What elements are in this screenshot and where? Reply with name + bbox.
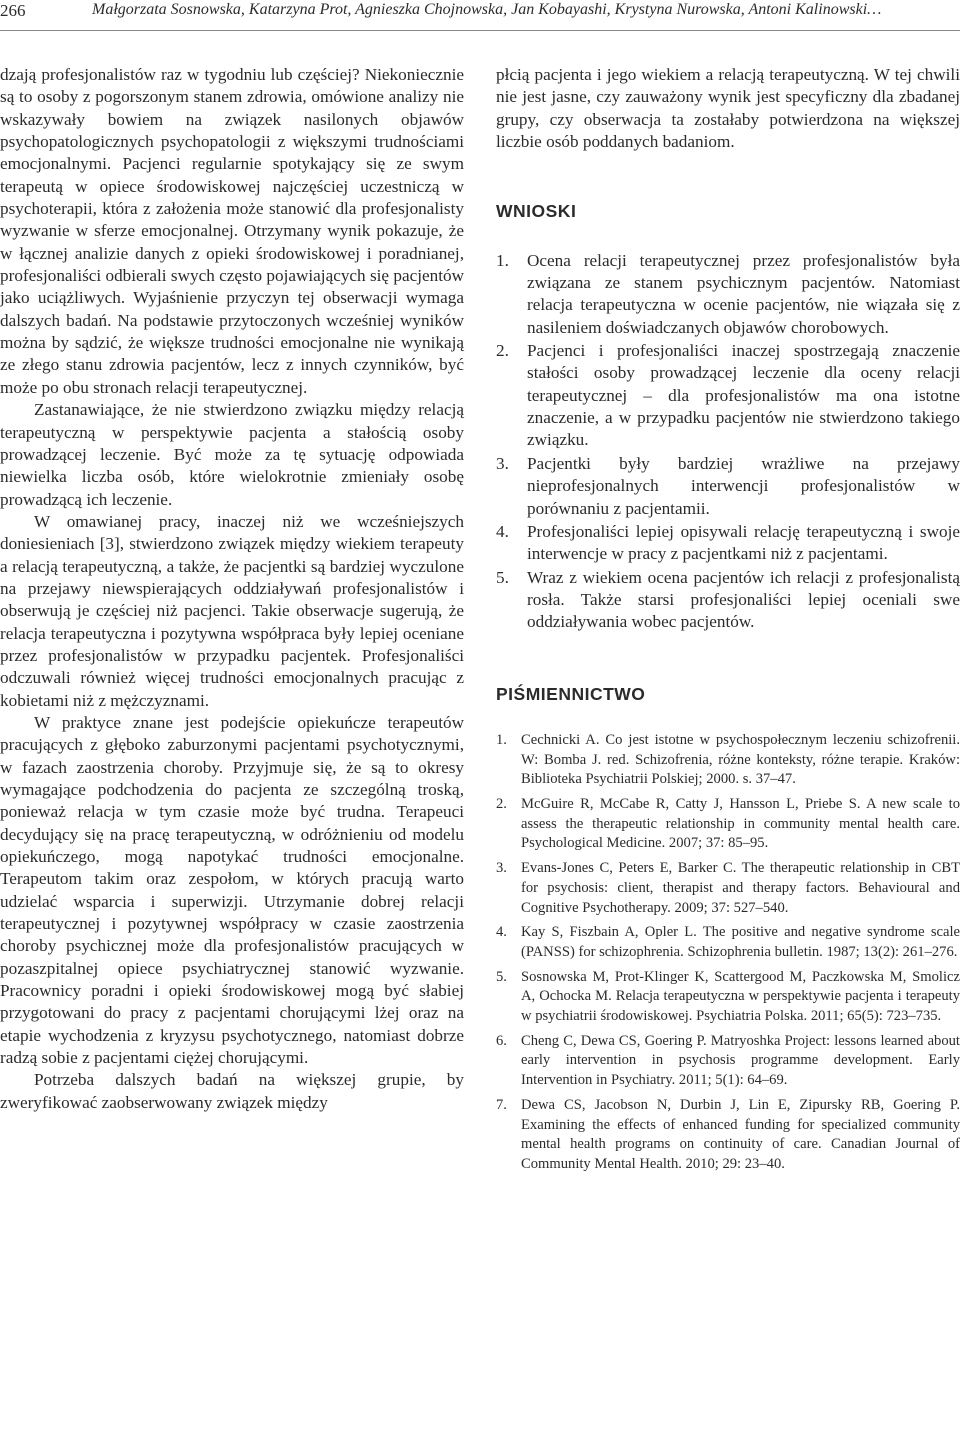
conclusion-number: 3. xyxy=(496,453,509,473)
references-list xyxy=(496,731,960,1175)
right-column xyxy=(496,64,960,1180)
conclusion-number: 5. xyxy=(496,567,509,587)
body-paragraph: W omawianej pracy, inaczej niż we wcześniejszych doniesieniach [3], stwierdzono związek między wiekiem terapeuty a relacją terapeutyczną, a także, że pacjentki są bardziej wyczulone na przejawy niewspierających oddziaływań profesjonalistów i obserwują je częściej niż pacjenci. Takie obserwacje sugerują, że relacja terapeutyczna i pozytywna współpraca były lepiej oceniane przez profesjonalistów w przypadku pacjentek. Profesjonaliści odczuwali również więcej trudności emocjonalnych pracując z kobietami niż z mężczyznami. xyxy=(0,511,464,710)
conclusion-number: 4. xyxy=(496,521,509,541)
reference-text: Evans-Jones C, Peters E, Barker C. The therapeutic relationship in CBT for psychosis: client, therapist and therapy factors. Behavioural and Cognitive Psychotherapy. 2009; 37: 527–540. xyxy=(521,860,960,916)
conclusions-heading: WNIOSKI xyxy=(496,201,577,222)
reference-text: Dewa CS, Jacobson N, Durbin J, Lin E, Zipursky RB, Goering P. Examining the effects of enhanced funding for specialized community mental health programs on continuity of care. Canadian Journal of Community Mental Health. 2010; 29: 23–40. xyxy=(521,1096,960,1172)
body-paragraph: Zastanawiające, że nie stwierdzono związku między relacją terapeutyczną w perspektywie pacjenta a stałością osoby prowadzącej leczenie. Być może za tę sytuację odpowiada niewielka liczba osób, które wielokrotnie zmieniały osobę prowadzącą ich leczenie. xyxy=(0,400,464,509)
reference-number: 2. xyxy=(496,796,507,813)
running-authors: Małgorzata Sosnowska, Katarzyna Prot, Agnieszka Chojnowska, Jan Kobayashi, Krystyna Nurowska, Antoni Kalinowski… xyxy=(92,1,882,18)
conclusion-text: Ocena relacji terapeutycznej przez profesjonalistów była związana ze stanem psychicznym pacjentów. Natomiast relacja terapeutyczna w ocenie pacjentów, nie wiązała się z nasileniem doświadczanych objawów chorobowych. xyxy=(527,250,960,337)
body-paragraph: Potrzeba dalszych badań na większej grupie, by zweryfikować zaobserwowany związek między xyxy=(0,1070,464,1112)
reference-text: Kay S, Fiszbain A, Opler L. The positive and negative syndrome scale (PANSS) for schizophrenia. Schizophrenia bulletin. 1987; 13(2): 261–276. xyxy=(521,924,960,960)
body-paragraph: dzają profesjonalistów raz w tygodniu lub częściej? Niekoniecznie są to osoby z pogorszonym stanem zdrowia, omówione analizy nie wskazywały bowiem na związek nasilonych objawów psychopatologicznych psychopatologii z większymi trudnościami emocjonalnymi. Pacjenci regularnie spotykający się ze swym terapeutą w opiece środowiskowej najczęściej uczestniczą w psychoterapii, która z założenia może stanowić dla profesjonalisty wyzwanie w sferze emocjonalnej. Otrzymany wynik pokazuje, że w łącznej analizie danych z opieki środowiskowej i poradnianej, profesjonaliści odbierali swych często pojawiających się pacjentów jako uciążliwych. Wyjaśnienie przyczyn tej obserwacji wymaga dalszych badań. Na podstawie przytoczonych wcześniej wyników można by sądzić, że większe trudności emocjonalne nie wynikają ze złego stanu zdrowia pacjentów, lecz z innych czynników, być może po obu stronach relacji terapeutycznej. xyxy=(0,65,464,397)
reference-number: 5. xyxy=(496,968,507,985)
conclusion-text: Pacjentki były bardziej wrażliwe na przejawy nieprofesjonalnych interwencji profesjonalistów w porównaniu z pacjentamii. xyxy=(527,453,960,518)
conclusion-item xyxy=(496,567,960,634)
conclusions-list xyxy=(496,250,960,634)
reference-item xyxy=(496,968,960,1027)
reference-item xyxy=(496,731,960,790)
reference-number: 4. xyxy=(496,924,507,941)
conclusion-number: 2. xyxy=(496,341,509,361)
reference-number: 6. xyxy=(496,1032,507,1049)
page-number: 266 xyxy=(0,1,26,20)
body-paragraph-continuation: płcią pacjenta i jego wiekiem a relacją terapeutyczną. W tej chwili nie jest jasne, czy zauważony wynik jest specyficzny dla zbadanej grupy, czy obserwacja ta zostałaby potwierdzona na większej liczbie osób poddanych badaniom. xyxy=(496,65,960,152)
reference-item xyxy=(496,923,960,962)
reference-number: 1. xyxy=(496,731,507,748)
conclusion-item xyxy=(496,521,960,566)
conclusion-text: Profesjonaliści lepiej opisywali relację terapeutyczną i swoje interwencje w pracy z pacjentkami niż z pacjentami. xyxy=(527,521,960,564)
reference-item xyxy=(496,859,960,918)
conclusion-item xyxy=(496,250,960,339)
reference-text: McGuire R, McCabe R, Catty J, Hansson L, Priebe S. A new scale to assess the therapeutic relationship in community mental health care. Psychological Medicine. 2007; 37: 85–95. xyxy=(521,796,960,852)
conclusion-item xyxy=(496,340,960,452)
reference-item xyxy=(496,795,960,854)
reference-item xyxy=(496,1096,960,1175)
reference-number: 3. xyxy=(496,860,507,877)
conclusion-number: 1. xyxy=(496,250,509,270)
references-heading: PIŚMIENNICTWO xyxy=(496,683,646,704)
conclusion-text: Wraz z wiekiem ocena pacjentów ich relacji z profesjonalistą rosła. Także starsi profesjonaliści lepiej oceniali swe oddziaływania wobec pacjentów. xyxy=(527,567,960,632)
conclusion-item xyxy=(496,453,960,520)
body-paragraph: W praktyce znane jest podejście opiekuńcze terapeutów pracujących z głęboko zaburzonymi pacjentami psychotycznymi, w fazach zaostrzenia choroby. Przyjmuje się, że są to okresy wymagające podchodzenia do pacjenta ze szczególną troską, ponieważ relacja w tym czasie może być trudna. Terapeuci decydujący się na pracę terapeutyczną, w odróżnieniu od modelu opiekuńczego, mogą napotykać trudności emocjonalne. Terapeutom takim oraz zespołom, w których pracują warto udzielać wsparcia i superwizji. Utrzymanie dobrej relacji terapeutycznej i pozytywnej współpracy w czasie zaostrzenia choroby psychicznej może dla profesjonalistów pracujących w pozaszpitalnej opiece psychiatrycznej stanowić wyzwanie. Pracownicy poradni i opieki środowiskowej mogą być słabiej przygotowani do pracy z pacjentami chorującymi lżej oraz na etapie wychodzenia z kryzysu psychotycznego, natomiast dobrze radzą sobie z pacjentami ciężej chorującymi. xyxy=(0,712,464,1068)
reference-text: Cheng C, Dewa CS, Goering P. Matryoshka Project: lessons learned about early intervention in psychosis programme development. Early Intervention in Psychiatry. 2011; 5(1): 64–69. xyxy=(521,1032,960,1089)
left-column xyxy=(0,64,464,1114)
reference-text: Cechnicki A. Co jest istotne w psychospołecznym leczeniu schizofrenii. W: Bomba J. red. Schizofrenia, różne konteksty, różne terapie. Kraków: Biblioteka Psychiatrii Polskiej; 2000. s. 37–47. xyxy=(521,731,960,788)
reference-item xyxy=(496,1032,960,1091)
reference-text: Sosnowska M, Prot-Klinger K, Scattergood M, Paczkowska M, Smolicz A, Ochocka M. Relacja terapeutyczna w perspektywie pacjenta i terapeuty w psychiatrii środowiskowej. Psychiatria Polska. 2011; 65(5): 723–735. xyxy=(521,968,960,1025)
running-header xyxy=(0,0,960,31)
reference-number: 7. xyxy=(496,1096,507,1113)
conclusion-text: Pacjenci i profesjonaliści inaczej spostrzegają znaczenie stałości osoby prowadzącej leczenie dla oceny relacji terapeutycznej – dla profesjonalistów ma ona istotne znaczenie, a w przypadku pacjentów nie stwierdzono takiego związku. xyxy=(527,341,960,450)
